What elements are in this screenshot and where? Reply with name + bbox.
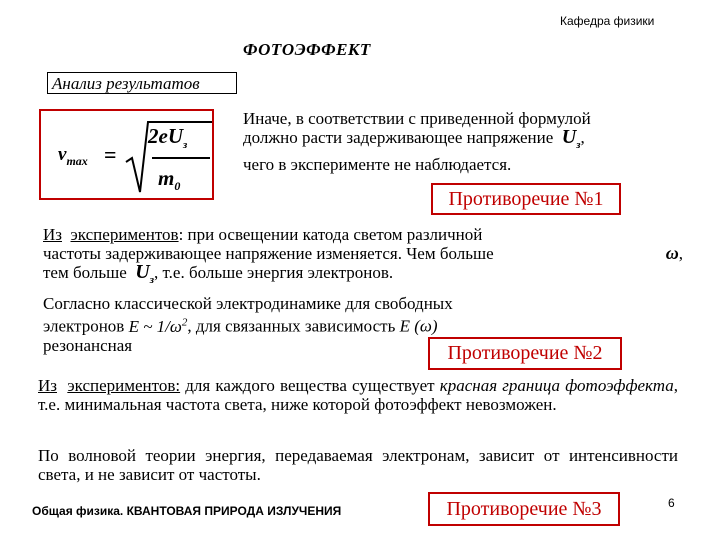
text-line: Из экспериментов: при освещении катода светом различной <box>43 225 483 244</box>
red-boundary-term: красная граница фотоэффекта <box>439 376 674 395</box>
formula-lhs: $v_{max}$ <box>58 144 88 168</box>
omega-symbol: ω <box>665 243 679 263</box>
footer-course: Общая физика. КВАНТОВАЯ ПРИРОДА ИЗЛУЧЕНИЯ <box>32 504 342 518</box>
paragraph-wave-theory: По волновой теории энергия, передаваемая электронам, зависит от интенсивности света, и не зависит от частоты. <box>38 446 678 484</box>
u-symbol: $U_з$ <box>561 126 581 151</box>
text-line: Иначе, в соответствии с приведенной формулой <box>243 109 591 128</box>
text-line: чего в эксперименте не наблюдается. <box>243 155 512 174</box>
text-line: резонансная <box>43 335 133 355</box>
formula-numerator: $2eU_з$ <box>148 124 188 152</box>
paragraph-experiment-frequency <box>43 225 683 290</box>
formula-equals: = <box>104 142 117 167</box>
contradiction-1-badge: Противоречие №1 <box>431 183 621 215</box>
text-line: должно расти задерживающее напряжение $U_з$, <box>243 126 585 151</box>
formula-free-electrons: E ~ $1/\omega^2$ <box>128 316 188 336</box>
paragraph-formula-consequence <box>243 109 693 174</box>
contradiction-2-badge: Противоречие №2 <box>428 337 622 370</box>
text-line: частоты задерживающее напряжение изменяется. Чем больше ω, <box>43 243 683 263</box>
section-label: Анализ результатов <box>47 72 237 94</box>
formula-vmax <box>58 118 213 198</box>
contradiction-3-badge: Противоречие №3 <box>428 492 620 526</box>
page-title: ФОТОЭФФЕКТ <box>243 40 371 59</box>
department-label: Кафедра физики <box>560 14 655 28</box>
formula-bound-electrons: E (ω) <box>399 316 438 336</box>
u-symbol: $U_з$ <box>135 261 155 286</box>
page-number: 6 <box>668 496 675 510</box>
text-line: электронов E ~ $1/\omega^2$, для связанных зависимость E (ω) <box>43 316 438 336</box>
paragraph-red-boundary: Из экспериментов: для каждого вещества существует красная граница фотоэффекта, т.е. минимальная частота света, ниже которой фотоэффект невозможен. <box>38 376 679 414</box>
text-line: Согласно классической электродинамике для свободных <box>43 294 453 313</box>
text-line: тем больше $U_з$, т.е. больше энергия электронов. <box>43 261 394 286</box>
formula-denominator: $m_0$ <box>158 166 181 194</box>
